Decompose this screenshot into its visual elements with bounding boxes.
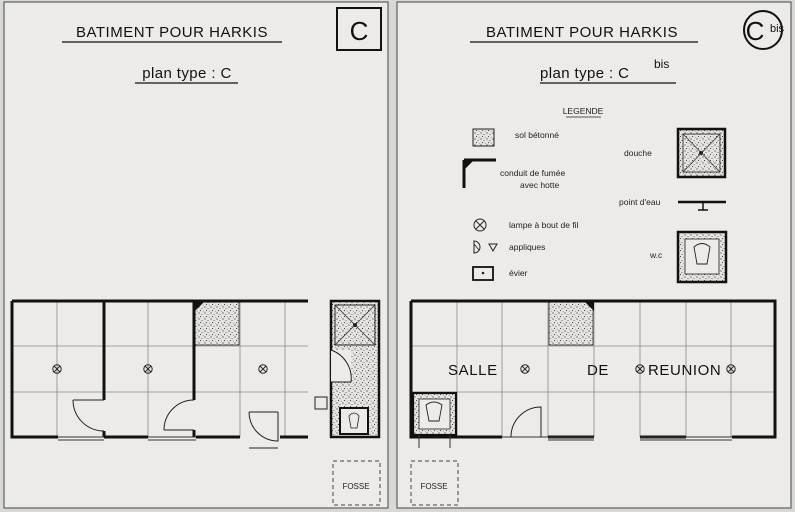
right-plan-superscript: bis <box>654 57 670 71</box>
legend-conduit-label-1: conduit de fumée <box>500 168 566 178</box>
right-title: BATIMENT POUR HARKIS <box>486 24 678 41</box>
legend-evier-label: évier <box>509 268 528 278</box>
room-label-reunion: REUNION <box>648 362 722 379</box>
room-label-salle: SALLE <box>448 362 498 379</box>
left-badge <box>337 8 381 50</box>
legend-wc-label: w.c <box>650 250 663 260</box>
legend-lampe-label: lampe à bout de fil <box>509 220 579 230</box>
right-fosse-label: FOSSE <box>420 482 448 491</box>
legend-douche-label: douche <box>624 148 652 158</box>
right-concrete-floor <box>549 302 593 345</box>
legend-heading: LEGENDE <box>562 106 604 116</box>
room-label-de: DE <box>587 362 610 379</box>
left-fosse-label: FOSSE <box>342 482 370 491</box>
left-wc <box>340 408 368 434</box>
legend-shower-icon <box>678 129 725 177</box>
right-badge-letter: C <box>745 16 765 46</box>
left-badge-letter: C <box>349 16 369 46</box>
left-sheet <box>4 2 388 508</box>
legend-sol-label: sol bétonné <box>515 130 559 140</box>
left-title: BATIMENT POUR HARKIS <box>76 24 268 41</box>
left-sink <box>315 397 327 409</box>
legend-concrete-icon <box>473 129 494 146</box>
right-sheet <box>397 2 791 508</box>
right-plan-label: plan type : C <box>540 65 630 82</box>
left-plan-label: plan type : C <box>142 65 232 82</box>
legend-wc-icon <box>678 232 726 282</box>
legend-conduit-label-2: avec hotte <box>520 180 560 190</box>
legend-point-eau-label: point d'eau <box>619 197 661 207</box>
right-badge-superscript: bis <box>770 23 785 35</box>
left-concrete-floor <box>195 302 239 345</box>
legend-appliques-label: appliques <box>509 242 546 252</box>
